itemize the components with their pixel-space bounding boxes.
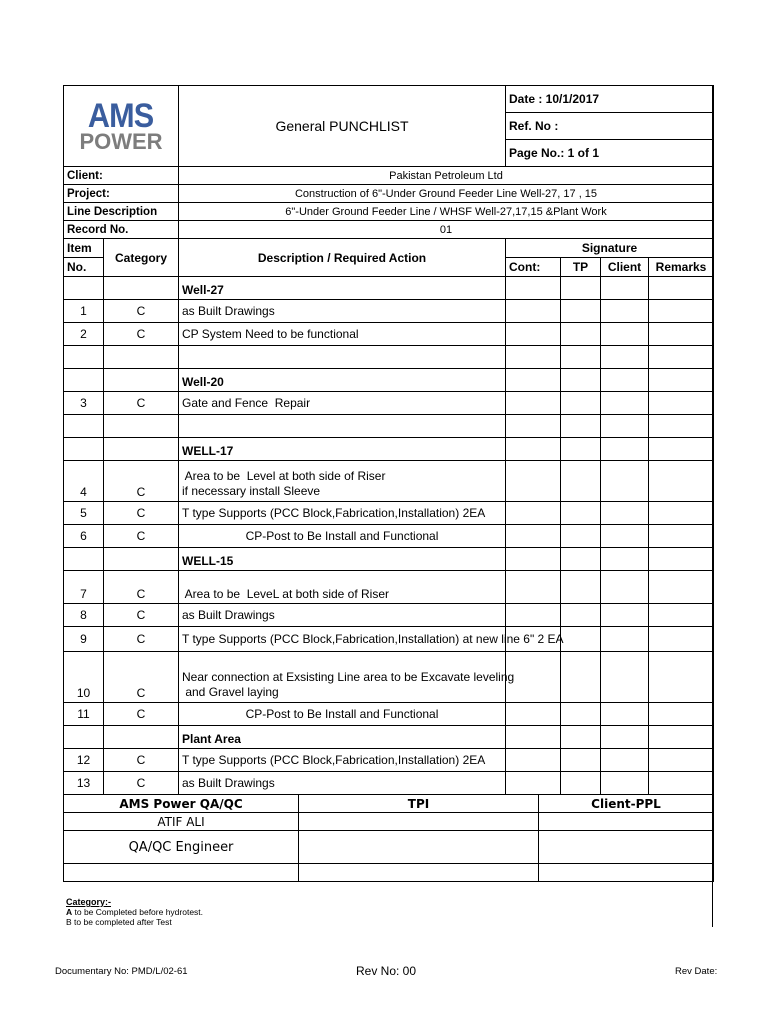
sig-remarks-cell [649,604,714,627]
document-title: General PUNCHLIST [179,86,506,167]
item-description-line1: Near connection at Exsisting Line area to be Excavate leveling [182,670,515,684]
item-category [104,369,179,392]
signoff-client-header: Client-PPL [539,795,714,813]
section-row [64,369,714,392]
category-note-a-text: to be Completed before hydrotest. [72,907,204,917]
signoff-blank-3 [539,864,714,882]
sig-client-cell [601,525,649,548]
record-no-label: Record No. [64,221,179,239]
sig-cont-cell [506,749,561,772]
signoff-role: QA/QC Engineer [64,831,299,864]
sig-tp-cell [561,438,601,461]
ref-field: Ref. No : [506,113,714,140]
item-no: 12 [64,749,104,772]
record-no-value: 01 [179,221,714,239]
sig-client-cell [601,749,649,772]
sig-cont-cell [506,415,561,438]
sig-client-cell [601,772,649,795]
section-title: Well-27 [179,277,506,300]
client-label: Client: [64,167,179,185]
item-description: Gate and Fence Repair [179,392,506,415]
item-description: T type Supports (PCC Block,Fabrication,Installation) 2EA [179,502,506,525]
table-row [64,703,714,726]
description-header: Description / Required Action [179,239,506,277]
item-category [104,726,179,749]
sig-tp-cell [561,604,601,627]
item-description: T type Supports (PCC Block,Fabrication,Installation) at new line 6" 2 EA [179,627,506,652]
sig-remarks-cell [649,627,714,652]
table-row [64,652,714,703]
sig-cont-cell [506,703,561,726]
sig-remarks-cell [649,502,714,525]
sig-remarks-cell [649,300,714,323]
sig-cont-cell [506,438,561,461]
sig-tp-cell [561,392,601,415]
item-no: 3 [64,392,104,415]
sig-cont-cell [506,571,561,604]
item-no [64,277,104,300]
sig-tp-cell [561,772,601,795]
blank-row [64,415,714,438]
sig-remarks-cell [649,438,714,461]
item-no: 9 [64,627,104,652]
sig-tp-cell [561,548,601,571]
date-field: Date : 10/1/2017 [506,86,714,113]
item-category: C [104,502,179,525]
item-no: 13 [64,772,104,795]
item-no: 8 [64,604,104,627]
sig-tp-cell [561,571,601,604]
item-no: 5 [64,502,104,525]
sig-remarks-cell [649,652,714,703]
sig-remarks-cell [649,703,714,726]
line-description-value: 6"-Under Ground Feeder Line / WHSF Well-27,17,15 &Plant Work [179,203,714,221]
item-no [64,346,104,369]
item-no [64,369,104,392]
category-header: Category [104,239,179,277]
item-description [179,415,506,438]
item-description: CP-Post to Be Install and Functional [179,703,506,726]
page-field: Page No.: 1 of 1 [506,140,714,167]
table-row [64,772,714,795]
section-row [64,548,714,571]
sig-tp-cell [561,502,601,525]
sig-cont-cell [506,369,561,392]
logo-text-ams: AMS [88,97,154,135]
sig-remarks-cell [649,772,714,795]
sheet-right-border [712,85,713,927]
item-description-line2: if necessary install Sleeve [182,484,321,498]
sig-cont-cell [506,392,561,415]
sig-client-cell [601,461,649,502]
item-category: C [104,392,179,415]
item-no: 4 [64,461,104,502]
signoff-blank-1 [64,864,299,882]
item-description [179,346,506,369]
signoff-name: ATIF ALI [64,813,299,831]
item-category [104,438,179,461]
item-category: C [104,627,179,652]
signoff-client-role [539,831,714,864]
section-title: Plant Area [179,726,506,749]
item-description: T type Supports (PCC Block,Fabrication,Installation) 2EA [179,749,506,772]
sig-tp-cell [561,749,601,772]
section-title: Well-20 [179,369,506,392]
project-value: Construction of 6"-Under Ground Feeder Line Well-27, 17 , 15 [179,185,714,203]
sig-client-cell [601,277,649,300]
line-description-label: Line Description [64,203,179,221]
sig-client-cell [601,502,649,525]
signoff-tpi-role [299,831,539,864]
sig-client-cell [601,323,649,346]
sig-tp-cell [561,525,601,548]
sig-cont-cell [506,300,561,323]
punch-rows [64,277,714,795]
sig-tp-cell [561,627,601,652]
sig-tp-cell [561,415,601,438]
section-title: WELL-15 [179,548,506,571]
table-row [64,749,714,772]
sig-remarks-cell [649,323,714,346]
table-row [64,300,714,323]
table-row [64,323,714,346]
item-description-line2: and Gravel laying [182,685,279,699]
item-no: 7 [64,571,104,604]
item-description: as Built Drawings [179,772,506,795]
sig-tp-cell [561,369,601,392]
category-note [63,897,716,927]
sig-remarks-cell [649,749,714,772]
signoff-tpi-name [299,813,539,831]
item-no [64,438,104,461]
sig-remarks-cell [649,369,714,392]
footer-doc-no: Documentary No: PMD/L/02-61 [55,966,188,977]
item-no: 11 [64,703,104,726]
sig-client-cell [601,604,649,627]
sig-cont-cell [506,772,561,795]
info-table [63,166,714,239]
signature-header: Signature [506,239,714,258]
item-category [104,415,179,438]
item-category: C [104,652,179,703]
item-category [104,548,179,571]
sig-cont-cell [506,525,561,548]
item-no [64,548,104,571]
table-row [64,571,714,604]
sig-cont-cell [506,323,561,346]
item-description: as Built Drawings [179,604,506,627]
sig-tp-cell [561,703,601,726]
item-category [104,346,179,369]
item-description [179,461,506,502]
item-category: C [104,571,179,604]
signoff-tpi-header: TPI [299,795,539,813]
sig-client-cell [601,571,649,604]
sig-client-cell [601,415,649,438]
cont-header: Cont: [506,258,561,277]
signoff-amspower-header: AMS Power QA/QC [64,795,299,813]
sig-remarks-cell [649,548,714,571]
header-table [63,85,714,167]
sig-tp-cell [561,461,601,502]
sig-client-cell [601,392,649,415]
category-note-b: B to be completed after Test [66,917,172,927]
item-description: CP-Post to Be Install and Functional [179,525,506,548]
table-row [64,392,714,415]
remarks-header: Remarks [649,258,714,277]
category-note-a-prefix: A [66,907,73,917]
sig-tp-cell [561,346,601,369]
table-row [64,525,714,548]
item-no: 1 [64,300,104,323]
item-description-line1: Area to be Level at both side of Riser [182,469,386,483]
sig-tp-cell [561,323,601,346]
logo [64,86,179,167]
blank-row [64,346,714,369]
sig-client-cell [601,438,649,461]
item-category: C [104,703,179,726]
sig-client-cell [601,369,649,392]
item-category [104,277,179,300]
section-row [64,277,714,300]
item-category: C [104,461,179,502]
item-description: Area to be LeveL at both side of Riser [179,571,506,604]
punchlist-sheet [63,85,713,927]
sig-tp-cell [561,277,601,300]
sig-remarks-cell [649,277,714,300]
item-no [64,726,104,749]
sig-cont-cell [506,346,561,369]
table-row [64,627,714,652]
signoff-table [63,794,714,882]
item-category: C [104,323,179,346]
footer-rev-date: Rev Date: [675,966,718,977]
item-description [179,652,515,703]
client-header: Client [601,258,649,277]
section-title: WELL-17 [179,438,506,461]
sig-client-cell [601,548,649,571]
category-note-a [66,907,716,917]
sig-client-cell [601,726,649,749]
signoff-client-name [539,813,714,831]
sig-tp-cell [561,726,601,749]
item-category: C [104,300,179,323]
item-category: C [104,604,179,627]
item-description: CP System Need to be functional [179,323,506,346]
punch-table [63,238,714,795]
sig-remarks-cell [649,346,714,369]
project-label: Project: [64,185,179,203]
item-category: C [104,749,179,772]
sig-client-cell [601,346,649,369]
logo-text-power: POWER [79,129,163,154]
item-no [64,415,104,438]
sig-remarks-cell [649,525,714,548]
item-no: 6 [64,525,104,548]
footer-rev-no: Rev No: 00 [356,964,417,978]
category-note-title: Category:- [66,897,112,907]
sig-remarks-cell [649,415,714,438]
sig-client-cell [601,652,649,703]
table-row [64,461,714,502]
item-category: C [104,772,179,795]
signoff-blank-2 [299,864,539,882]
sig-client-cell [601,627,649,652]
table-row [64,502,714,525]
item-header-line1: Item [64,239,104,258]
table-row [64,604,714,627]
sig-cont-cell [506,461,561,502]
section-row [64,438,714,461]
item-no: 2 [64,323,104,346]
item-category: C [104,525,179,548]
sig-cont-cell [506,604,561,627]
sig-cont-cell [506,726,561,749]
sig-remarks-cell [649,392,714,415]
client-value: Pakistan Petroleum Ltd [179,167,714,185]
sig-client-cell [601,703,649,726]
sig-cont-cell [506,277,561,300]
sig-cont-cell [506,502,561,525]
sig-remarks-cell [649,571,714,604]
sig-tp-cell [561,300,601,323]
section-row [64,726,714,749]
sig-cont-cell [506,548,561,571]
item-no: 10 [64,652,104,703]
sig-remarks-cell [649,726,714,749]
sig-client-cell [601,300,649,323]
tp-header: TP [561,258,601,277]
sig-tp-cell [561,652,601,703]
item-description: as Built Drawings [179,300,506,323]
sig-remarks-cell [649,461,714,502]
item-header-line2: No. [64,258,104,277]
